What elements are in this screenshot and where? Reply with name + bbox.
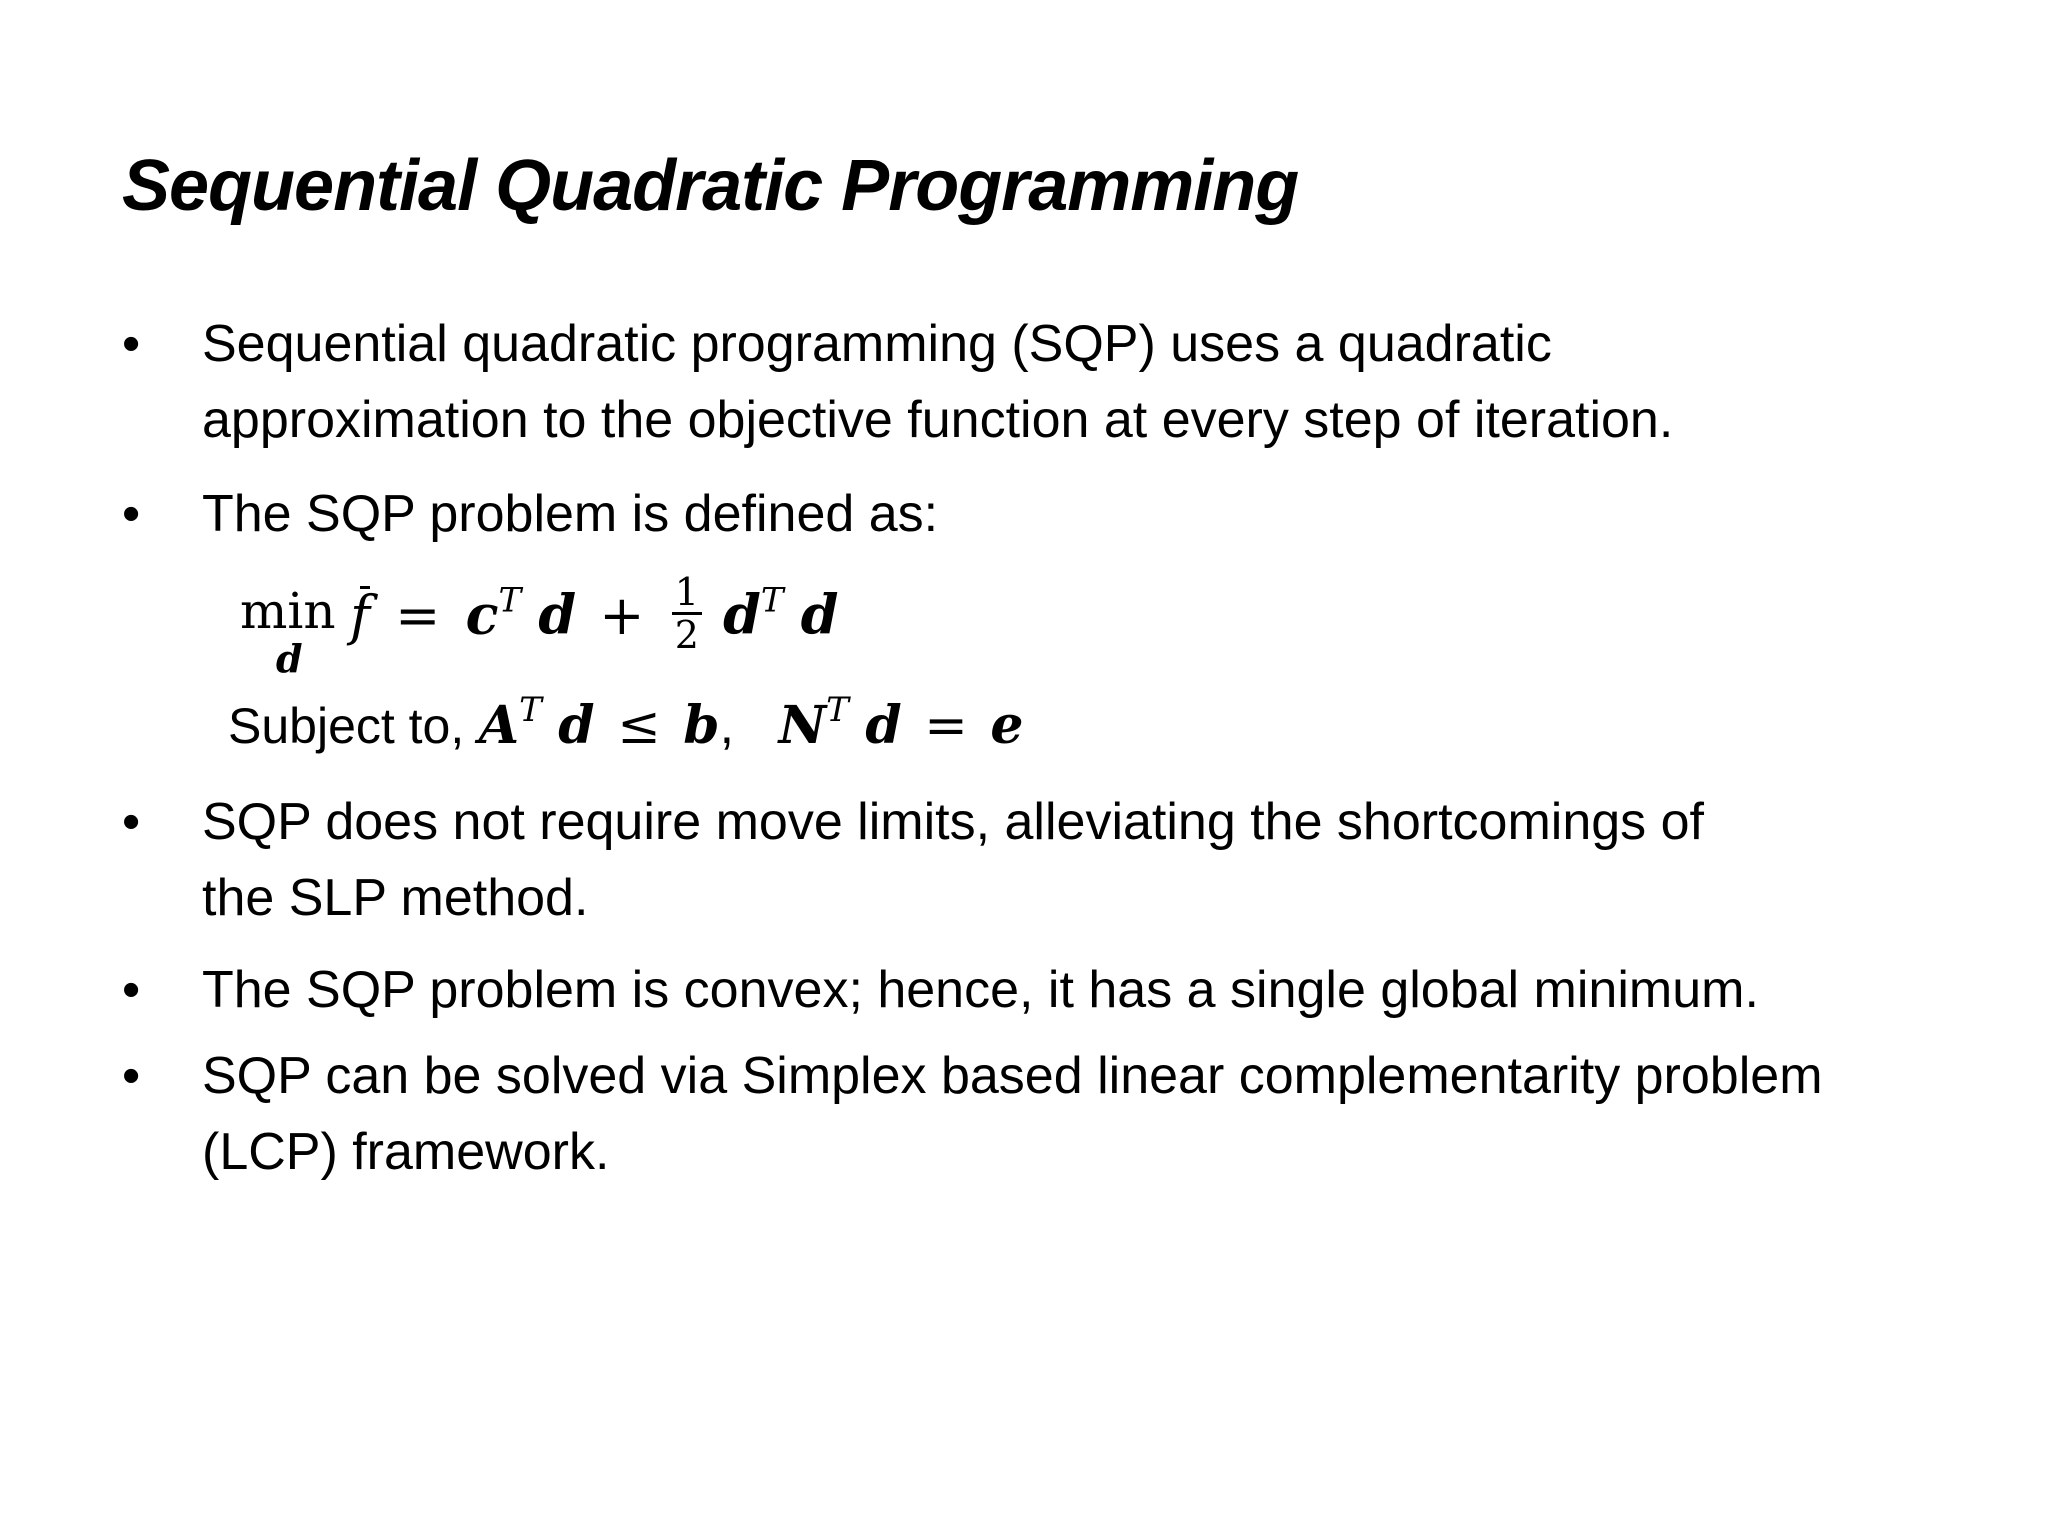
bullet-1-line-2: approximation to the objective function at every step of iteration. bbox=[202, 391, 1674, 449]
e-vector: e bbox=[990, 695, 1024, 756]
constraint-line bbox=[228, 688, 1023, 764]
transpose-sup: T bbox=[826, 690, 849, 730]
subject-to-label: Subject to, bbox=[228, 698, 465, 754]
bullet-2-line-1: The SQP problem is defined as: bbox=[202, 485, 939, 543]
b-vector: b bbox=[683, 695, 720, 756]
slide-title: Sequential Quadratic Programming bbox=[122, 146, 1299, 226]
plus-sign: + bbox=[599, 583, 645, 647]
n-matrix: N bbox=[778, 695, 827, 756]
leq-sign: ≤ bbox=[617, 696, 661, 756]
bullet-marker: • bbox=[122, 485, 141, 543]
bullet-3-line-2: the SLP method. bbox=[202, 869, 589, 927]
one-half-fraction bbox=[672, 572, 702, 655]
bullet-1-line-1: Sequential quadratic programming (SQP) uses a quadratic bbox=[202, 315, 1552, 373]
bullet-marker: • bbox=[122, 961, 141, 1019]
d-vector: d bbox=[558, 695, 595, 756]
fraction-numerator: 1 bbox=[672, 572, 702, 615]
objective-expression bbox=[350, 570, 839, 661]
bullet-marker: • bbox=[122, 1047, 141, 1105]
d-vector: d bbox=[538, 582, 577, 647]
bullet-4-line-1: The SQP problem is convex; hence, it has a single global minimum. bbox=[202, 961, 1759, 1019]
bullet-marker: • bbox=[122, 793, 141, 851]
comma: , bbox=[719, 697, 735, 755]
bullet-marker: • bbox=[122, 315, 141, 373]
f-bar: f bbox=[350, 583, 370, 647]
constraint-expression bbox=[478, 690, 1024, 756]
min-operator: min bbox=[240, 582, 336, 640]
transpose-sup: T bbox=[519, 690, 542, 730]
bullet-5-line-1: SQP can be solved via Simplex based linear complementarity problem bbox=[202, 1047, 1823, 1105]
d-vector: d bbox=[865, 695, 902, 756]
bullet-5-line-2: (LCP) framework. bbox=[202, 1123, 610, 1181]
equals-sign: = bbox=[395, 583, 441, 647]
fraction-denominator: 2 bbox=[674, 613, 699, 657]
d-vector: d bbox=[723, 582, 761, 647]
d-vector: d bbox=[800, 582, 839, 647]
equals-sign: = bbox=[924, 696, 968, 756]
transpose-sup: T bbox=[760, 580, 784, 621]
a-matrix: A bbox=[478, 695, 520, 756]
min-subscript: d bbox=[276, 636, 303, 681]
c-vector: c bbox=[465, 582, 499, 647]
bullet-3-line-1: SQP does not require move limits, alleviating the shortcomings of bbox=[202, 793, 1704, 851]
transpose-sup: T bbox=[498, 580, 522, 621]
